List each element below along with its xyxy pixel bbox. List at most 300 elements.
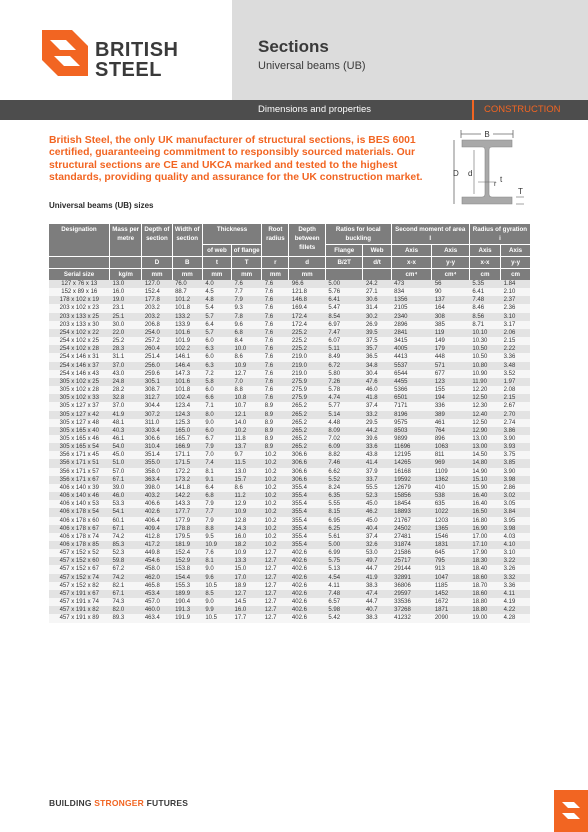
sym-cell: t	[202, 257, 231, 269]
value-cell: 10.2	[262, 500, 289, 508]
table-row	[49, 565, 530, 573]
value-cell: 6.0	[202, 427, 231, 435]
unit-cell: mm	[142, 269, 172, 281]
value-cell: 23.1	[110, 304, 142, 312]
value-cell: 3.98	[501, 476, 530, 484]
sym-cell: y-y	[501, 257, 530, 269]
value-cell: 190.4	[172, 598, 202, 606]
value-cell: 12.7	[232, 590, 262, 598]
value-cell: 402.6	[289, 590, 326, 598]
value-cell: 7.9	[202, 500, 231, 508]
value-cell: 461	[432, 419, 470, 427]
value-cell: 85.3	[110, 541, 142, 549]
value-cell: 3.10	[501, 549, 530, 557]
serial-size-cell: 305 x 165 x 54	[49, 443, 110, 451]
value-cell: 52.3	[110, 549, 142, 557]
value-cell: 6.0	[202, 337, 231, 345]
value-cell: 25717	[391, 557, 432, 565]
value-cell: 10.0	[232, 345, 262, 353]
value-cell: 101.8	[172, 386, 202, 394]
table-body	[49, 280, 530, 623]
value-cell: 398.0	[142, 484, 172, 492]
serial-size-cell: 457 x 152 x 67	[49, 565, 110, 573]
col-gyration-sym: i	[499, 235, 501, 242]
serial-size-cell: 457 x 191 x 89	[49, 614, 110, 622]
value-cell: 12.9	[232, 500, 262, 508]
value-cell: 6.99	[325, 549, 363, 557]
value-cell: 12.40	[469, 411, 500, 419]
value-cell: 7.6	[262, 280, 289, 288]
value-cell: 402.6	[289, 557, 326, 565]
value-cell: 54.0	[110, 443, 142, 451]
value-cell: 16.50	[469, 508, 500, 516]
value-cell: 7.8	[232, 313, 262, 321]
table-row	[49, 419, 530, 427]
serial-size-cell: 305 x 165 x 40	[49, 427, 110, 435]
value-cell: 219.0	[289, 370, 326, 378]
value-cell: 7.9	[202, 443, 231, 451]
serial-size-cell: 406 x 178 x 67	[49, 525, 110, 533]
col-moment	[391, 224, 469, 245]
value-cell: 6.09	[325, 443, 363, 451]
value-cell: 101.2	[172, 296, 202, 304]
value-cell: 56	[432, 280, 470, 288]
value-cell: 5.00	[325, 280, 363, 288]
value-cell: 164	[432, 304, 470, 312]
value-cell: 27.1	[363, 288, 391, 296]
value-cell: 8196	[391, 411, 432, 419]
value-cell: 29144	[391, 565, 432, 573]
value-cell: 412.8	[142, 533, 172, 541]
table-row	[49, 606, 530, 614]
value-cell: 25.2	[110, 337, 142, 345]
table-row	[49, 386, 530, 394]
value-cell: 10.8	[232, 394, 262, 402]
value-cell: 6.35	[325, 492, 363, 500]
sym-cell: r	[262, 257, 289, 269]
value-cell: 225.2	[289, 329, 326, 337]
value-cell: 31.4	[363, 304, 391, 312]
table-row	[49, 443, 530, 451]
value-cell: 10.9	[202, 541, 231, 549]
col-root: Root radius	[262, 224, 289, 257]
value-cell: 306.6	[289, 476, 326, 484]
value-cell: 1109	[432, 468, 470, 476]
value-cell: 465.8	[142, 582, 172, 590]
value-cell: 7.6	[262, 304, 289, 312]
value-cell: 16.40	[469, 500, 500, 508]
value-cell: 7.6	[262, 321, 289, 329]
value-cell: 265.2	[289, 419, 326, 427]
value-cell: 10.30	[469, 337, 500, 345]
value-cell: 7.6	[262, 378, 289, 386]
col-flange: of flange	[232, 245, 262, 257]
value-cell: 8.9	[262, 443, 289, 451]
value-cell: 9.1	[202, 476, 231, 484]
table-row	[49, 574, 530, 582]
value-cell: 410	[432, 484, 470, 492]
value-cell: 355.4	[289, 525, 326, 533]
value-cell: 7171	[391, 402, 432, 410]
serial-size-cell: 305 x 127 x 37	[49, 402, 110, 410]
value-cell: 219.0	[289, 353, 326, 361]
value-cell: 16.0	[232, 606, 262, 614]
value-cell: 449.8	[142, 549, 172, 557]
value-cell: 3.52	[501, 370, 530, 378]
value-cell: 5.7	[202, 329, 231, 337]
value-cell: 3.05	[501, 500, 530, 508]
value-cell: 35.7	[363, 345, 391, 353]
value-cell: 127.0	[142, 280, 172, 288]
value-cell: 101.6	[172, 329, 202, 337]
value-cell: 14265	[391, 459, 432, 467]
value-cell: 3.10	[501, 313, 530, 321]
sym-cell	[49, 257, 110, 269]
value-cell: 55.5	[363, 484, 391, 492]
value-cell: 2.06	[501, 329, 530, 337]
value-cell: 32.8	[110, 394, 142, 402]
value-cell: 74.2	[110, 574, 142, 582]
value-cell: 355.4	[289, 500, 326, 508]
table-title: Universal beams (UB) sizes	[49, 201, 154, 210]
value-cell: 265.2	[289, 435, 326, 443]
table-row	[49, 313, 530, 321]
serial-size-cell: 457 x 191 x 82	[49, 606, 110, 614]
value-cell: 969	[432, 459, 470, 467]
value-cell: 635	[432, 500, 470, 508]
value-cell: 7.6	[262, 345, 289, 353]
serial-size-cell: 305 x 102 x 25	[49, 378, 110, 386]
col-axis-2: Axis	[432, 245, 470, 257]
serial-size-cell: 305 x 102 x 33	[49, 394, 110, 402]
value-cell: 6.0	[202, 386, 231, 394]
value-cell: 8.56	[469, 313, 500, 321]
value-cell: 12.50	[469, 394, 500, 402]
value-cell: 10.2	[262, 484, 289, 492]
serial-size-cell: 203 x 133 x 25	[49, 313, 110, 321]
value-cell: 41.4	[363, 459, 391, 467]
section-bar	[0, 100, 588, 120]
value-cell: 1362	[432, 476, 470, 484]
value-cell: 25.1	[110, 313, 142, 321]
value-cell: 10.2	[262, 459, 289, 467]
value-cell: 2.15	[501, 337, 530, 345]
unit-cell	[325, 269, 363, 281]
value-cell: 7.48	[469, 296, 500, 304]
value-cell: 51.0	[110, 459, 142, 467]
value-cell: 9.7	[232, 451, 262, 459]
value-cell: 3.85	[501, 459, 530, 467]
value-cell: 13.0	[110, 280, 142, 288]
value-cell: 146.8	[289, 296, 326, 304]
serial-size-cell: 406 x 178 x 85	[49, 541, 110, 549]
value-cell: 206.8	[142, 321, 172, 329]
value-cell: 257.2	[142, 337, 172, 345]
unit-cell: cm⁴	[391, 269, 432, 281]
value-cell: 5.00	[325, 541, 363, 549]
value-cell: 191.9	[172, 614, 202, 622]
table-row	[49, 517, 530, 525]
value-cell: 153.8	[172, 565, 202, 573]
value-cell: 677	[432, 370, 470, 378]
symbol-row	[49, 257, 530, 269]
value-cell: 3.90	[501, 468, 530, 476]
value-cell: 402.6	[142, 508, 172, 516]
value-cell: 8.9	[262, 427, 289, 435]
value-cell: 33.6	[363, 443, 391, 451]
value-cell: 39.6	[363, 435, 391, 443]
value-cell: 88.7	[172, 288, 202, 296]
table-row	[49, 468, 530, 476]
value-cell: 10.2	[262, 476, 289, 484]
value-cell: 12.7	[262, 557, 289, 565]
col-gyration-label: Radius of gyration	[472, 226, 528, 233]
col-ratio-web: Web	[363, 245, 391, 257]
table-row	[49, 378, 530, 386]
value-cell: 9575	[391, 419, 432, 427]
value-cell: 6.62	[325, 468, 363, 476]
value-cell: 179.5	[172, 533, 202, 541]
value-cell: 2.70	[501, 411, 530, 419]
value-cell: 67.1	[110, 476, 142, 484]
value-cell: 1.84	[501, 280, 530, 288]
col-width: Width of section	[172, 224, 202, 257]
value-cell: 1365	[432, 525, 470, 533]
value-cell: 8.71	[469, 321, 500, 329]
value-cell: 6.97	[325, 321, 363, 329]
value-cell: 402.6	[289, 598, 326, 606]
value-cell: 31.1	[110, 353, 142, 361]
value-cell: 44.2	[363, 427, 391, 435]
value-cell: 256.0	[142, 362, 172, 370]
brand-line-1: BRITISH	[95, 39, 179, 61]
value-cell: 4.22	[501, 606, 530, 614]
value-cell: 18.40	[469, 565, 500, 573]
value-cell: 275.9	[289, 386, 326, 394]
value-cell: 39.0	[110, 484, 142, 492]
serial-size-cell: 305 x 165 x 46	[49, 435, 110, 443]
value-cell: 137	[432, 296, 470, 304]
table-row	[49, 337, 530, 345]
value-cell: 40.4	[363, 525, 391, 533]
value-cell: 1047	[432, 574, 470, 582]
value-cell: 7.48	[325, 590, 363, 598]
value-cell: 7.6	[232, 280, 262, 288]
serial-size-cell: 305 x 127 x 42	[49, 411, 110, 419]
unit-cell: cm	[469, 269, 500, 281]
value-cell: 24.2	[363, 280, 391, 288]
value-cell: 21586	[391, 549, 432, 557]
value-cell: 16.80	[469, 517, 500, 525]
value-cell: 13.00	[469, 435, 500, 443]
value-cell: 2.08	[501, 386, 530, 394]
value-cell: 121.8	[289, 288, 326, 296]
value-cell: 10.2	[232, 427, 262, 435]
value-cell: 17.0	[232, 574, 262, 582]
value-cell: 2.36	[501, 304, 530, 312]
value-cell: 46.0	[110, 492, 142, 500]
value-cell: 37.4	[363, 402, 391, 410]
table-row	[49, 459, 530, 467]
serial-size-cell: 356 x 171 x 67	[49, 476, 110, 484]
serial-size-cell: 178 x 102 x 19	[49, 296, 110, 304]
value-cell: 402.6	[289, 565, 326, 573]
value-cell: 6.4	[202, 484, 231, 492]
value-cell: 9899	[391, 435, 432, 443]
value-cell: 7.02	[325, 435, 363, 443]
value-cell: 19592	[391, 476, 432, 484]
value-cell: 53.3	[110, 500, 142, 508]
value-cell: 12.8	[232, 517, 262, 525]
value-cell: 7.6	[262, 386, 289, 394]
value-cell: 13.3	[232, 557, 262, 565]
value-cell: 1185	[432, 582, 470, 590]
value-cell: 166.9	[172, 443, 202, 451]
value-cell: 12.7	[262, 590, 289, 598]
value-cell: 8.9	[262, 402, 289, 410]
value-cell: 10.50	[469, 353, 500, 361]
value-cell: 645	[432, 549, 470, 557]
diagram-label-r: r	[494, 181, 497, 188]
table-row	[49, 492, 530, 500]
value-cell: 10.7	[232, 402, 262, 410]
value-cell: 358.0	[142, 468, 172, 476]
value-cell: 406.4	[142, 517, 172, 525]
value-cell: 11.5	[232, 459, 262, 467]
footer-text-3: FUTURES	[144, 798, 189, 808]
value-cell: 5.77	[325, 402, 363, 410]
value-cell: 3.93	[501, 443, 530, 451]
value-cell: 123	[432, 378, 470, 386]
value-cell: 355.4	[289, 533, 326, 541]
value-cell: 1672	[432, 598, 470, 606]
value-cell: 14.50	[469, 451, 500, 459]
table-row	[49, 288, 530, 296]
value-cell: 7.6	[262, 296, 289, 304]
value-cell: 67.1	[110, 525, 142, 533]
serial-size-cell: 254 x 102 x 22	[49, 329, 110, 337]
value-cell: 33.2	[363, 411, 391, 419]
value-cell: 7.0	[232, 378, 262, 386]
value-cell: 385	[432, 321, 470, 329]
value-cell: 7.2	[202, 370, 231, 378]
value-cell: 203.2	[142, 304, 172, 312]
col-mass: Mass per metre	[110, 224, 142, 257]
value-cell: 6.0	[202, 353, 231, 361]
value-cell: 67.2	[110, 565, 142, 573]
value-cell: 8.0	[202, 411, 231, 419]
table-row	[49, 451, 530, 459]
value-cell: 5.75	[325, 557, 363, 565]
unit-cell: cm	[501, 269, 530, 281]
serial-size-cell: 457 x 152 x 60	[49, 557, 110, 565]
value-cell: 811	[432, 451, 470, 459]
value-cell: 76.0	[172, 280, 202, 288]
value-cell: 125.3	[172, 419, 202, 427]
value-cell: 3.98	[501, 525, 530, 533]
value-cell: 265.2	[289, 443, 326, 451]
value-cell: 305.1	[142, 378, 172, 386]
value-cell: 49.7	[363, 557, 391, 565]
value-cell: 29.5	[363, 419, 391, 427]
value-cell: 8.6	[232, 353, 262, 361]
value-cell: 4.74	[325, 394, 363, 402]
value-cell: 43.0	[110, 370, 142, 378]
value-cell: 60.1	[110, 517, 142, 525]
sym-cell: d	[289, 257, 326, 269]
sym-cell: B/2T	[325, 257, 363, 269]
value-cell: 12.1	[232, 411, 262, 419]
value-cell: 406.6	[142, 500, 172, 508]
value-cell: 8.54	[325, 313, 363, 321]
value-cell: 9.0	[202, 419, 231, 427]
col-thickness: Thickness	[202, 224, 261, 245]
value-cell: 6.95	[325, 517, 363, 525]
value-cell: 12.7	[262, 614, 289, 622]
value-cell: 82.1	[110, 582, 142, 590]
corner-logo-icon	[560, 798, 582, 824]
value-cell: 259.6	[142, 370, 172, 378]
footer-text-1: BUILDING	[49, 798, 95, 808]
value-cell: 15.90	[469, 484, 500, 492]
value-cell: 8.9	[262, 411, 289, 419]
value-cell: 3.95	[501, 517, 530, 525]
value-cell: 9.0	[202, 565, 231, 573]
value-cell: 90	[432, 288, 470, 296]
value-cell: 5.7	[202, 313, 231, 321]
table-row	[49, 590, 530, 598]
value-cell: 14.0	[232, 419, 262, 427]
value-cell: 169.4	[289, 304, 326, 312]
value-cell: 14.90	[469, 468, 500, 476]
value-cell: 5.98	[325, 606, 363, 614]
value-cell: 178.8	[172, 525, 202, 533]
value-cell: 16.0	[110, 288, 142, 296]
value-cell: 11.8	[232, 435, 262, 443]
value-cell: 260.4	[142, 345, 172, 353]
value-cell: 417.2	[142, 541, 172, 549]
value-cell: 10.5	[202, 614, 231, 622]
value-cell: 37.4	[363, 533, 391, 541]
value-cell: 30.4	[363, 370, 391, 378]
value-cell: 2841	[391, 329, 432, 337]
table-row	[49, 280, 530, 288]
value-cell: 12.30	[469, 402, 500, 410]
brand-line-2: STEEL	[95, 59, 162, 81]
value-cell: 12.7	[262, 565, 289, 573]
value-cell: 67.1	[110, 590, 142, 598]
value-cell: 2.15	[501, 394, 530, 402]
value-cell: 7.7	[232, 288, 262, 296]
col-web: of web	[202, 245, 231, 257]
value-cell: 5.78	[325, 386, 363, 394]
unit-cell: cm⁴	[432, 269, 470, 281]
value-cell: 306.6	[289, 451, 326, 459]
value-cell: 10.9	[232, 508, 262, 516]
value-cell: 41.9	[363, 574, 391, 582]
value-cell: 225.2	[289, 345, 326, 353]
table-row	[49, 614, 530, 622]
serial-size-cell: 254 x 102 x 25	[49, 337, 110, 345]
serial-size-cell: 152 x 89 x 16	[49, 288, 110, 296]
value-cell: 101.6	[172, 378, 202, 386]
serial-size-cell: 203 x 102 x 23	[49, 304, 110, 312]
value-cell: 4.8	[202, 296, 231, 304]
value-cell: 2340	[391, 313, 432, 321]
value-cell: 47.4	[363, 590, 391, 598]
value-cell: 177.8	[142, 296, 172, 304]
value-cell: 3.36	[501, 353, 530, 361]
